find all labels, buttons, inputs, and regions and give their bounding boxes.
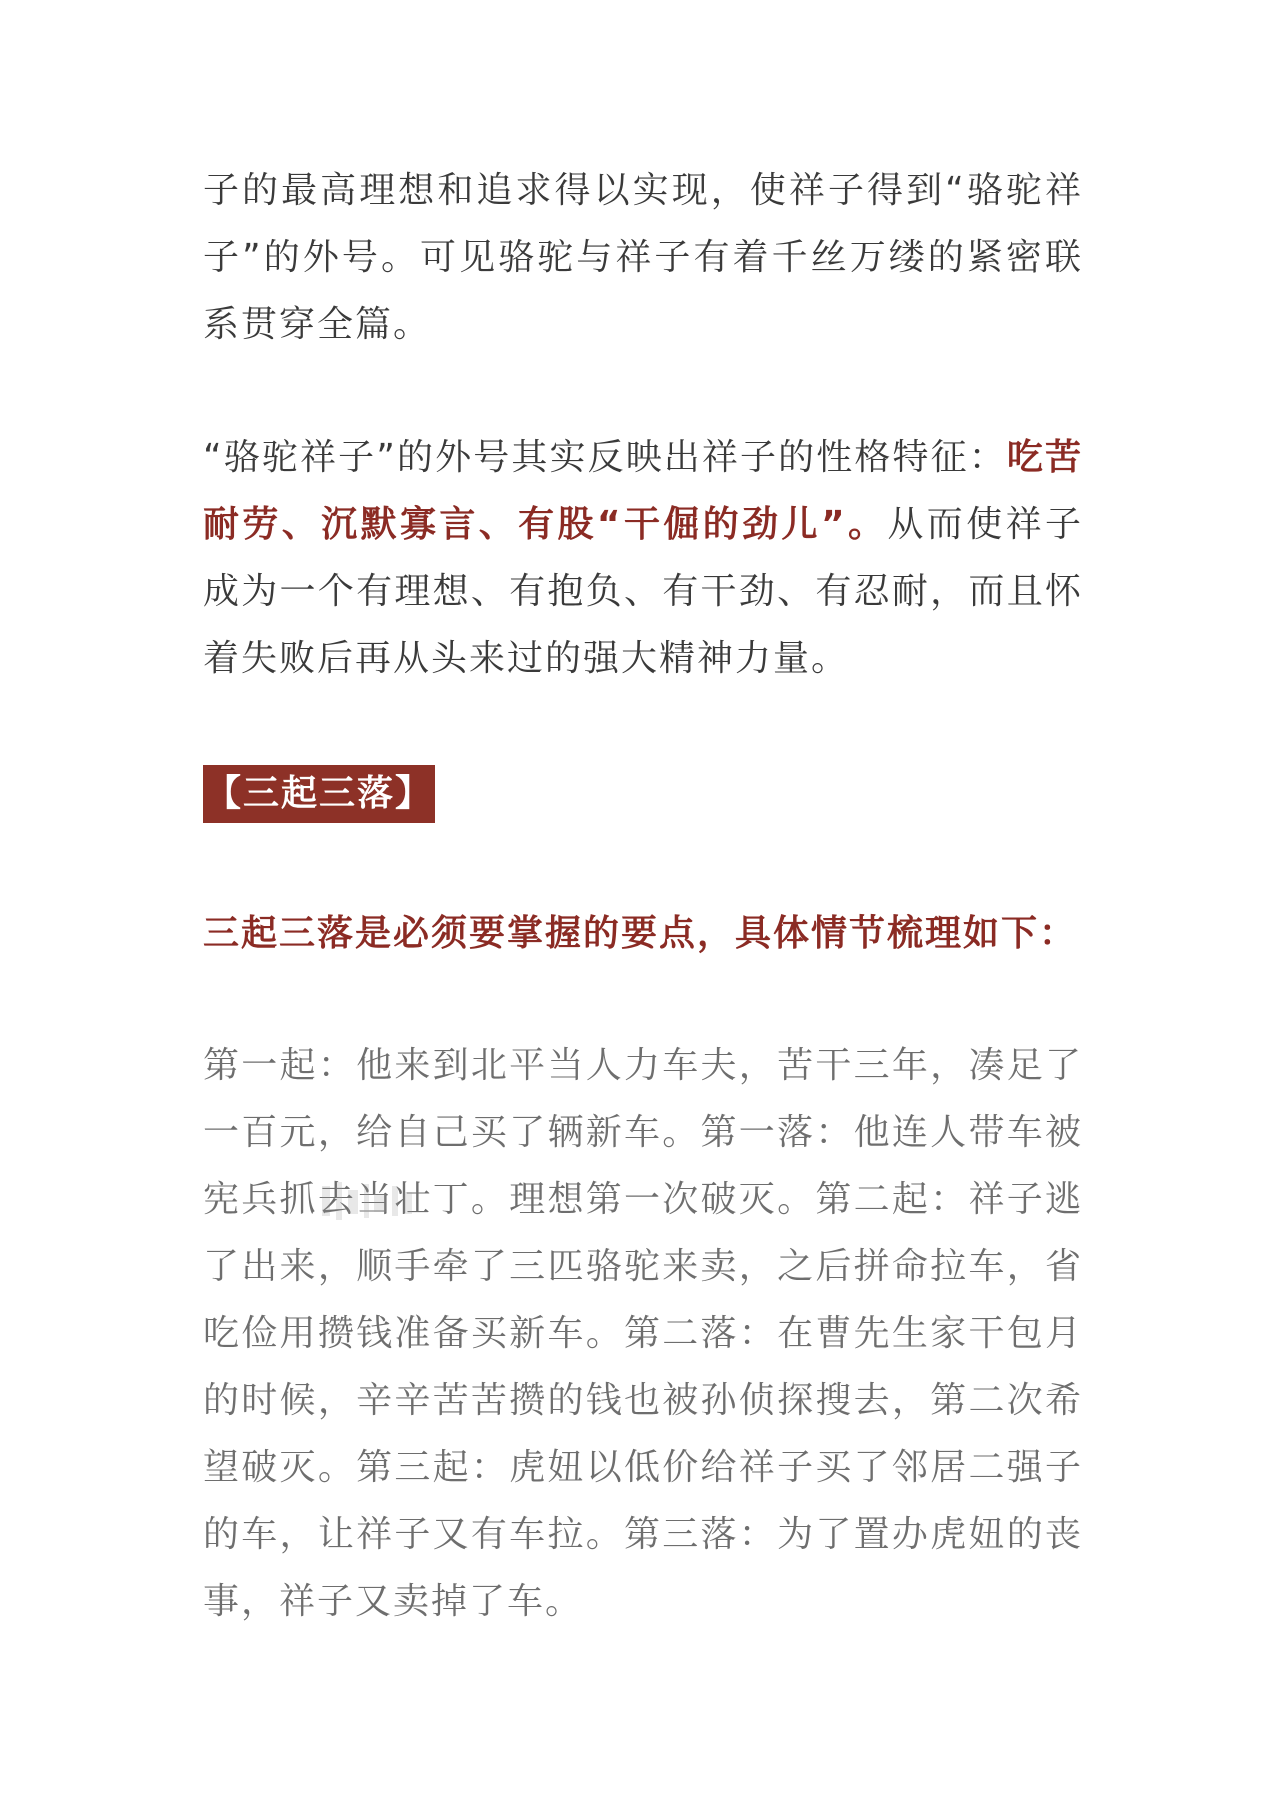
paragraph-camel-nickname-origin: 子的最高理想和追求得以实现，使祥子得到“骆驼祥子”的外号。可见骆驼与祥子有着千丝万缕的紧密联系贯穿全篇。 bbox=[203, 170, 1083, 345]
paragraph-character-traits bbox=[203, 424, 1083, 692]
section-subheading: 三起三落是必须要掌握的要点，具体情节梳理如下： bbox=[203, 913, 1078, 954]
traits-emphasis-text: 吃苦耐劳、沉默寡言、有股“干倔的劲儿”。 bbox=[203, 437, 1083, 545]
traits-tail-text: 从而使祥子成为一个有理想、有抱负、有干劲、有忍耐，而且怀着失败后再从头来过的强大精神力量。 bbox=[203, 504, 1083, 679]
traits-lead-text: “骆驼祥子”的外号其实反映出祥子的性格特征： bbox=[203, 437, 1007, 478]
faint-watermark-mark bbox=[318, 1176, 418, 1226]
paragraph-three-rises-three-falls: 第一起：他来到北平当人力车夫，苦干三年，凑足了一百元，给自己买了辆新车。第一落：他连人带车被宪兵抓去当壮丁。理想第一次破灭。第二起：祥子逃了出来，顺手牵了三匹骆驼来卖，之后拼命拉车，省吃俭用攒钱准备买新车。第二落：在曹先生家干包月的时候，辛辛苦苦攒的钱也被孙侦探搜去，第二次希望破灭。第三起：虎妞以低价给祥子买了邻居二强子的车，让祥子又有车拉。第三落：为了置办虎妞的丧事，祥子又卖掉了车。 bbox=[203, 1045, 1083, 1622]
section-heading-badge: 【三起三落】 bbox=[203, 765, 435, 823]
